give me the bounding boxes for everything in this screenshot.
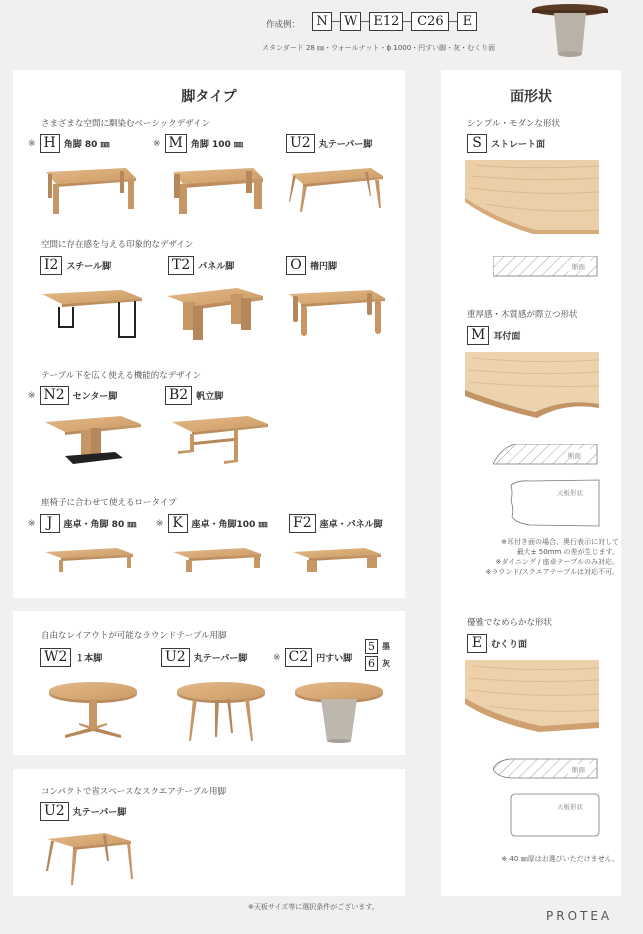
top-shape-e — [510, 793, 600, 837]
leg-code: I2 — [40, 256, 62, 275]
leg-code: U2 — [40, 802, 69, 821]
leg-option-b2[interactable] — [165, 386, 223, 405]
leg-option-round-c2[interactable] — [273, 648, 352, 667]
leg-name: 丸テーパー脚 — [193, 654, 248, 664]
round-legs-panel — [13, 611, 405, 755]
group-caption-functional: テーブル下を広く使える機能的なデザイン — [41, 371, 202, 381]
leg-option-o[interactable] — [286, 256, 337, 275]
color-name: 墨 — [382, 642, 390, 651]
leg-types-panel — [13, 70, 405, 598]
edge-name: 耳付面 — [493, 332, 521, 342]
leg-option-round-u2[interactable] — [161, 648, 247, 667]
edge-option-s[interactable] — [467, 134, 545, 153]
table-image-b2 — [168, 412, 272, 470]
leg-code: M — [165, 134, 187, 153]
section-label-s: 断面 — [572, 263, 585, 271]
leg-name: １本脚 — [75, 654, 103, 664]
leg-name: パネル脚 — [198, 262, 235, 272]
color-code: 6 — [365, 656, 378, 671]
leg-name: 座卓・角脚 80 ㎜ — [63, 520, 137, 530]
restriction-mark: ※ — [156, 518, 164, 529]
leg-name: 角脚 80 ㎜ — [63, 140, 110, 150]
section-label-e: 断面 — [572, 766, 585, 774]
edge-section-m — [493, 444, 599, 466]
table-image-t2 — [163, 284, 267, 346]
table-image-m — [165, 162, 265, 222]
edge-caption-s: シンプル・モダンな形状 — [467, 119, 561, 129]
leg-code: W2 — [40, 648, 71, 667]
leg-name: 帆立脚 — [196, 392, 224, 402]
example-codes — [312, 12, 477, 31]
note-line: ※ラウンド/スクエアテーブルは対応不可。 — [485, 568, 619, 576]
table-image-u2 — [285, 162, 385, 222]
top-shape-m — [510, 479, 600, 527]
edge-sample-e — [465, 660, 599, 732]
leg-code: H — [40, 134, 60, 153]
example-label: 作成例： — [266, 20, 301, 30]
edge-option-e[interactable] — [467, 634, 527, 653]
example-code-2: W — [340, 12, 361, 31]
edge-code: S — [467, 134, 487, 153]
edge-shapes-title: 面形状 — [510, 89, 552, 105]
edge-sample-m — [465, 352, 599, 424]
leg-option-u2[interactable] — [286, 134, 372, 153]
color-option-sumi[interactable] — [365, 639, 390, 654]
color-option-hai[interactable] — [365, 656, 390, 671]
table-image-j — [41, 546, 137, 576]
restriction-mark: ※ — [28, 390, 36, 401]
leg-name: センター脚 — [72, 392, 118, 402]
leg-name: 楕円脚 — [310, 262, 338, 272]
round-caption: 自由なレイアウトが可能なラウンドテーブル用脚 — [41, 631, 227, 641]
leg-option-h[interactable] — [28, 134, 110, 153]
leg-code: N2 — [40, 386, 69, 405]
square-legs-panel — [13, 769, 405, 896]
example-code-4: C26 — [411, 12, 449, 31]
restriction-mark: ※ — [28, 138, 36, 149]
leg-name: 座卓・角脚100 ㎜ — [191, 520, 268, 530]
restriction-mark: ※ — [28, 518, 36, 529]
edge-sample-s — [465, 160, 599, 234]
restriction-mark: ※ — [273, 652, 281, 663]
note-line: 最大± 50mm の差が生じます。 — [516, 548, 619, 556]
footnote: ※天板サイズ等に選択条件がございます。 — [248, 903, 379, 911]
restriction-mark: ※ — [153, 138, 161, 149]
table-image-round-w2 — [43, 679, 143, 745]
leg-code: U2 — [286, 134, 315, 153]
example-code-3: E12 — [369, 12, 403, 31]
group-caption-statement: 空間に存在感を与える印象的なデザイン — [41, 240, 194, 250]
edge-shapes-panel — [441, 70, 621, 896]
leg-code: F2 — [289, 514, 316, 533]
table-image-square-u2 — [43, 831, 135, 891]
leg-option-f2[interactable] — [289, 514, 383, 533]
color-options — [365, 639, 390, 671]
leg-name: 丸テーパー脚 — [318, 140, 373, 150]
table-image-h — [38, 162, 138, 222]
leg-code: J — [40, 514, 60, 533]
leg-code: T2 — [168, 256, 194, 275]
square-caption: コンパクトで省スペースなスクエアテーブル用脚 — [41, 787, 227, 797]
note-line: ※耳付き面の場合、奥行表示に対して — [501, 538, 619, 546]
edge-name: むくり面 — [491, 640, 528, 650]
leg-code: O — [286, 256, 306, 275]
table-image-n2 — [41, 412, 145, 470]
leg-name: 円すい脚 — [316, 654, 353, 664]
leg-name: 角脚 100 ㎜ — [190, 140, 243, 150]
note-line: ※ダイニング / 座卓テーブルのみ対応。 — [495, 558, 619, 566]
top-shape-label-m: 天板形状 — [557, 489, 583, 497]
top-shape-label-e: 天板形状 — [557, 803, 583, 811]
leg-option-k[interactable] — [156, 514, 267, 533]
group-caption-low: 座椅子に合わせて使えるロータイプ — [41, 498, 177, 508]
example-code-1: N — [312, 12, 332, 31]
leg-code: C2 — [285, 648, 313, 667]
color-name: 灰 — [382, 659, 390, 668]
table-image-i2 — [38, 284, 148, 344]
leg-name: 座卓・パネル脚 — [319, 520, 383, 530]
brand-logo: PROTEA — [546, 909, 613, 923]
table-image-o — [285, 284, 389, 346]
example-caption: スタンダード 28 ㎜・ウォールナット・ϕ 1000・円すい脚・灰・むくり面 — [262, 44, 496, 52]
leg-code: B2 — [165, 386, 192, 405]
edge-note-e: ※ 40 ㎜厚はお選びいただけません。 — [501, 855, 619, 863]
table-image-round-u2 — [171, 679, 271, 745]
table-image-k — [169, 546, 265, 576]
edge-option-m[interactable] — [467, 326, 520, 345]
leg-code: K — [168, 514, 188, 533]
edge-name: ストレート面 — [491, 140, 546, 150]
table-image-f2 — [289, 546, 385, 576]
leg-code: U2 — [161, 648, 190, 667]
leg-option-j[interactable] — [28, 514, 136, 533]
group-caption-basic: さまざまな空間に馴染むベーシックデザイン — [41, 119, 211, 129]
edge-caption-e: 優雅でなめらかな形状 — [467, 618, 553, 628]
leg-option-m[interactable] — [153, 134, 243, 153]
leg-name: スチール脚 — [66, 262, 112, 272]
edge-code: E — [467, 634, 487, 653]
example-code-5: E — [457, 12, 477, 31]
table-image-round-c2 — [289, 679, 389, 745]
example-header — [262, 10, 532, 60]
leg-option-n2[interactable] — [28, 386, 117, 405]
leg-option-square-u2[interactable] — [40, 802, 126, 821]
section-label-m: 断面 — [568, 452, 581, 460]
leg-option-round-w2[interactable] — [40, 648, 102, 667]
leg-option-i2[interactable] — [40, 256, 111, 275]
color-code: 5 — [365, 639, 378, 654]
edge-code: M — [467, 326, 489, 345]
example-table-image — [530, 2, 610, 58]
edge-caption-m: 重厚感・木質感が際立つ形状 — [467, 310, 578, 320]
edge-notes-m — [441, 537, 619, 577]
leg-name: 丸テーパー脚 — [72, 808, 127, 818]
leg-option-t2[interactable] — [168, 256, 234, 275]
leg-types-title: 脚タイプ — [181, 89, 237, 105]
